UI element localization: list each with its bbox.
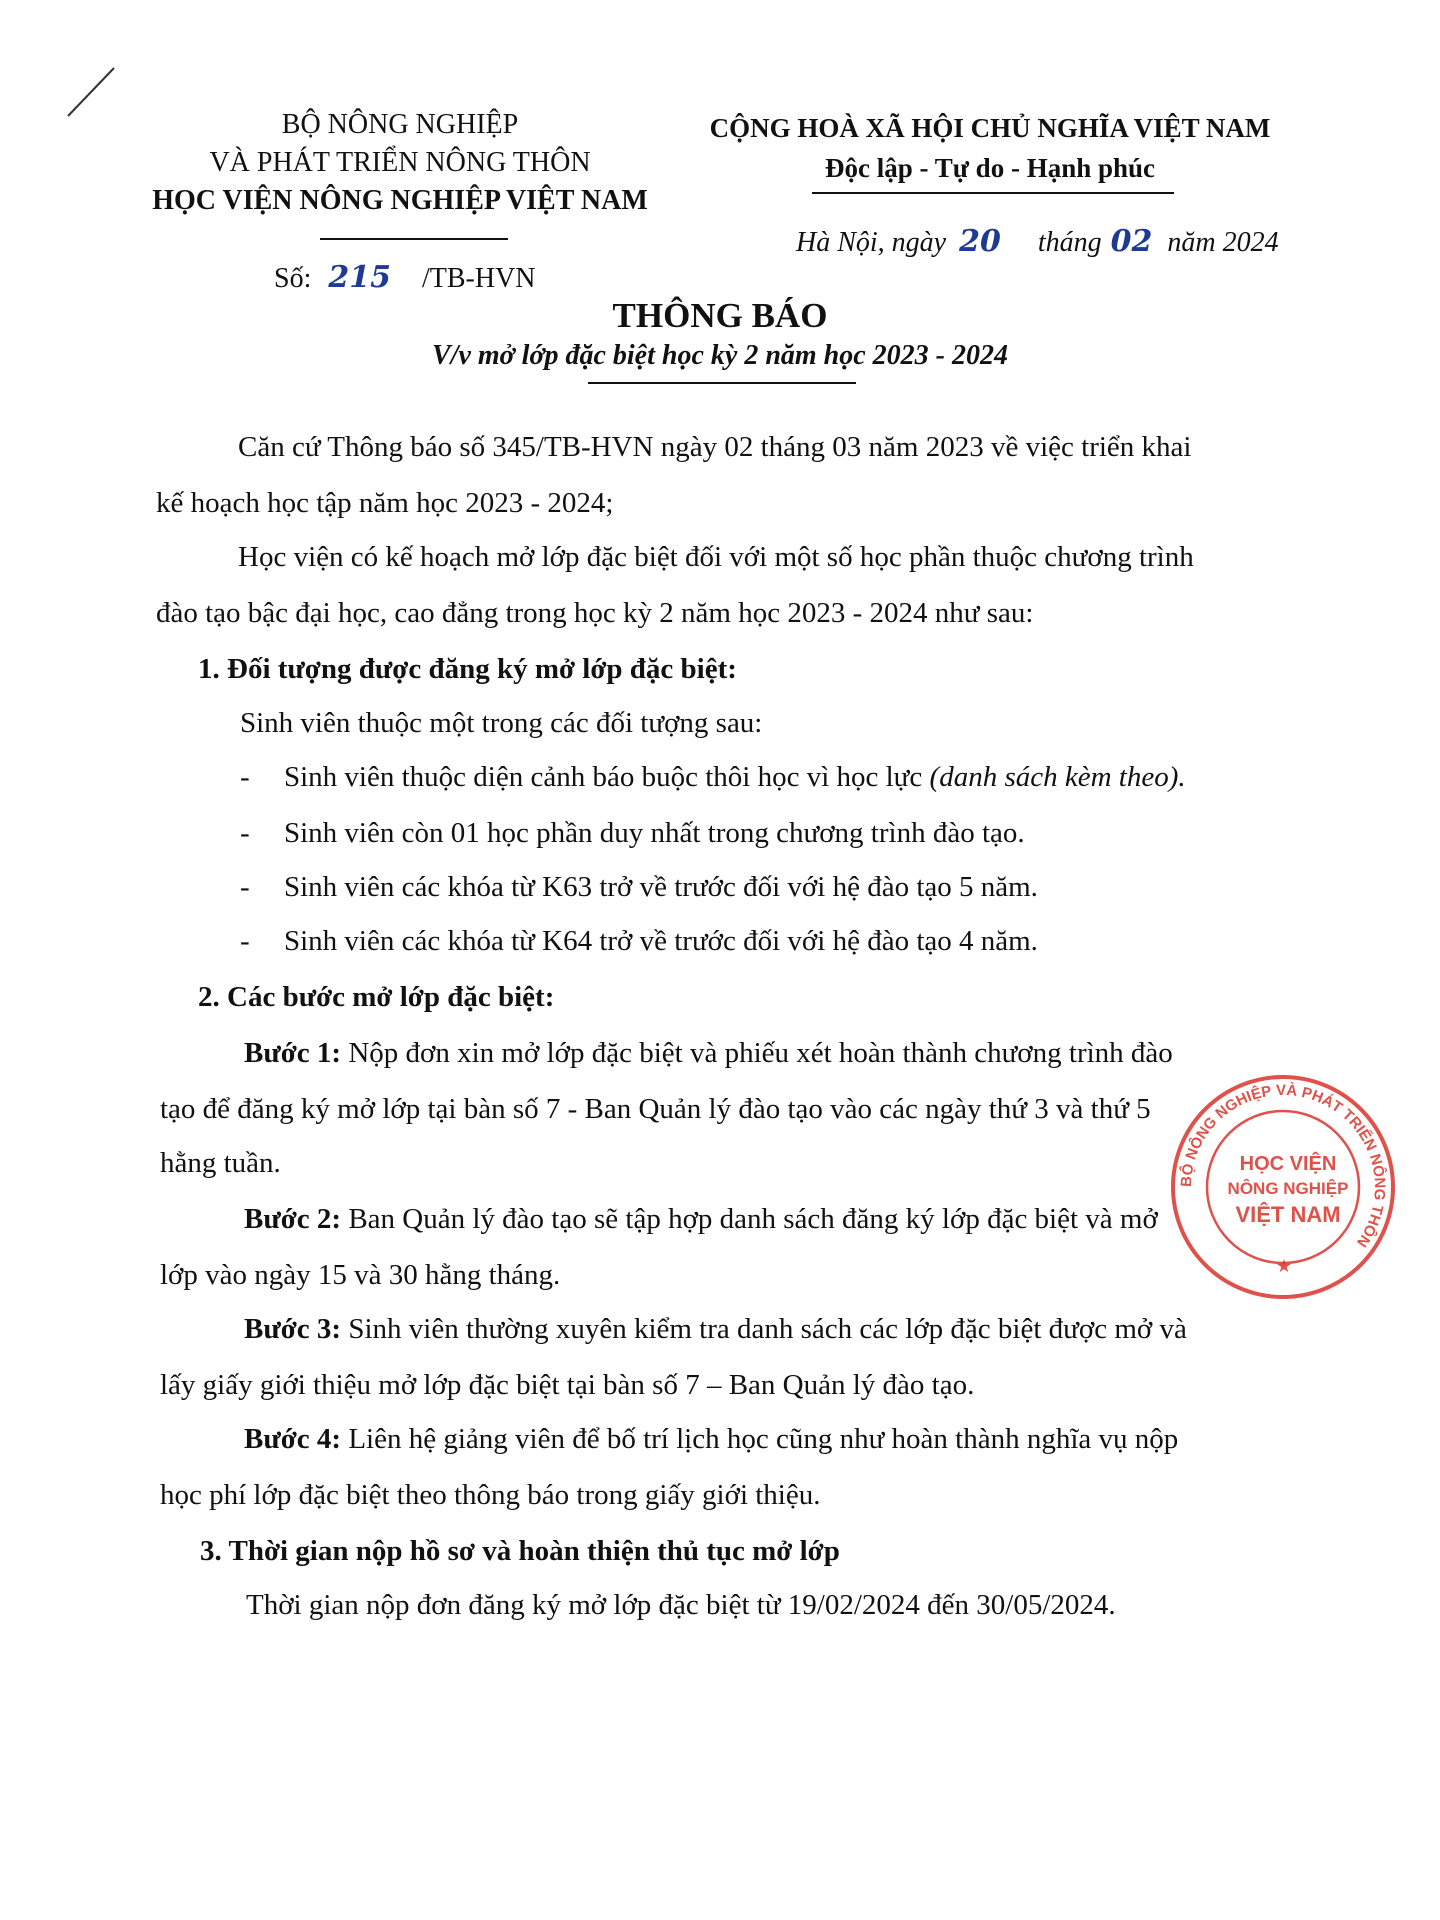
doc-number-prefix: Số:: [274, 263, 312, 294]
list-item: [240, 814, 1025, 852]
intro-p1-line1: Căn cứ Thông báo số 345/TB-HVN ngày 02 tháng 03 năm 2023 về việc triển khai: [238, 431, 1192, 463]
step-2-line1: [244, 1200, 1158, 1238]
issue-date: [796, 224, 1279, 259]
bullet-dash: -: [240, 817, 250, 849]
step-4-label: Bước 4:: [244, 1423, 342, 1455]
issuer-block: [130, 106, 670, 220]
step-1-line2: tạo để đăng ký mở lớp tại bàn số 7 - Ban Quản lý đào tạo vào các ngày thứ 3 và thứ 5: [160, 1093, 1151, 1125]
bullet-text: Sinh viên các khóa từ K63 trở về trước đối với hệ đào tạo 5 năm.: [284, 871, 1038, 903]
intro-p2-line2: đào tạo bậc đại học, cao đẳng trong học kỳ 2 năm học 2023 - 2024 như sau:: [156, 597, 1034, 629]
step-4-text: Liên hệ giảng viên để bố trí lịch học cũng như hoàn thành nghĩa vụ nộp: [348, 1423, 1179, 1455]
page-title: THÔNG BÁO: [612, 296, 828, 335]
national-name: CỘNG HOÀ XÃ HỘI CHỦ NGHĨA VIỆT NAM: [709, 113, 1271, 143]
bullet-dash: -: [240, 925, 250, 957]
intro-p1-line2: kế hoạch học tập năm học 2023 - 2024;: [156, 487, 614, 519]
step-3-label: Bước 3:: [244, 1313, 342, 1345]
doc-number-suffix: /TB-HVN: [421, 263, 536, 294]
list-item: [240, 922, 1038, 960]
step-4-line2: học phí lớp đặc biệt theo thông báo trong giấy giới thiệu.: [160, 1479, 821, 1511]
step-2-line2: lớp vào ngày 15 và 30 hằng tháng.: [160, 1259, 561, 1291]
bullet-text: Sinh viên các khóa từ K64 trở về trước đối với hệ đào tạo 4 năm.: [284, 925, 1038, 957]
step-3-line2: lấy giấy giới thiệu mở lớp đặc biệt tại bàn số 7 – Ban Quản lý đào tạo.: [160, 1369, 975, 1401]
step-1-label: Bước 1:: [244, 1037, 342, 1069]
step-1-line3: hằng tuần.: [160, 1147, 281, 1179]
motto-underline: [812, 192, 1174, 194]
date-day: 20: [959, 224, 1001, 259]
doc-number-handwritten: 215: [328, 260, 391, 295]
page-subtitle: V/v mở lớp đặc biệt học kỳ 2 năm học 2023 - 2024: [431, 340, 1008, 371]
list-item: [240, 868, 1038, 906]
bullet-italic-note: (danh sách kèm theo).: [929, 761, 1186, 793]
issuer-ministry-line2: VÀ PHÁT TRIỂN NÔNG THÔN: [209, 147, 591, 178]
section1-lead: Sinh viên thuộc một trong các đối tượng sau:: [240, 707, 763, 739]
seal-center-line1: HỌC VIỆN: [1239, 1153, 1337, 1175]
step-3-text: Sinh viên thường xuyên kiểm tra danh sách các lớp đặc biệt được mở và: [348, 1313, 1187, 1345]
subtitle-underline: [588, 382, 856, 384]
doc-number: [274, 260, 536, 295]
step-3-line1: [244, 1310, 1187, 1348]
step-2-text: Ban Quản lý đào tạo sẽ tập hợp danh sách đăng ký lớp đặc biệt và mở: [348, 1203, 1158, 1235]
intro-p2-line1: Học viện có kế hoạch mở lớp đặc biệt đối với một số học phần thuộc chương trình: [238, 541, 1194, 573]
section2-heading: 2. Các bước mở lớp đặc biệt:: [198, 981, 555, 1013]
seal-ring-text: BỘ NÔNG NGHIỆP VÀ PHÁT TRIỂN NÔNG THÔN: [1177, 1081, 1389, 1251]
bullet-dash: -: [240, 871, 250, 903]
issuer-academy: HỌC VIỆN NÔNG NGHIỆP VIỆT NAM: [152, 185, 648, 216]
bullet-dash: -: [240, 761, 250, 793]
section3-text: Thời gian nộp đơn đăng ký mở lớp đặc biệt từ 19/02/2024 đến 30/05/2024.: [246, 1589, 1116, 1621]
seal-center-line2: NÔNG NGHIỆP: [1227, 1179, 1349, 1198]
section1-heading: 1. Đối tượng được đăng ký mở lớp đặc biệt:: [198, 653, 737, 685]
seal-center-line3: VIỆT NAM: [1235, 1202, 1341, 1227]
step-1-text: Nộp đơn xin mở lớp đặc biệt và phiếu xét hoàn thành chương trình đào: [348, 1037, 1173, 1069]
bullet-text: Sinh viên còn 01 học phần duy nhất trong chương trình đào tạo.: [284, 817, 1025, 849]
national-motto-block: [690, 108, 1290, 188]
issuer-ministry-line1: BỘ NÔNG NGHIỆP: [281, 109, 519, 140]
bullet-text: Sinh viên thuộc diện cảnh báo buộc thôi học vì học lực: [284, 761, 930, 793]
step-4-line1: [244, 1420, 1178, 1458]
section3-heading: 3. Thời gian nộp hồ sơ và hoàn thiện thủ tục mở lớp: [200, 1535, 840, 1567]
date-month-label: tháng: [1037, 227, 1102, 258]
motto: Độc lập - Tự do - Hạnh phúc: [824, 153, 1156, 183]
list-item: [240, 758, 1186, 796]
issuer-underline: [320, 238, 508, 240]
date-place: Hà Nội, ngày: [796, 227, 947, 258]
official-seal-icon: [1168, 1072, 1398, 1302]
seal-star-icon: ★: [1275, 1256, 1293, 1277]
date-year: năm 2024: [1167, 227, 1279, 258]
step-2-label: Bước 2:: [244, 1203, 342, 1235]
step-1-line1: [244, 1034, 1173, 1072]
pen-mark-icon: [62, 62, 122, 122]
date-month: 02: [1110, 224, 1153, 259]
